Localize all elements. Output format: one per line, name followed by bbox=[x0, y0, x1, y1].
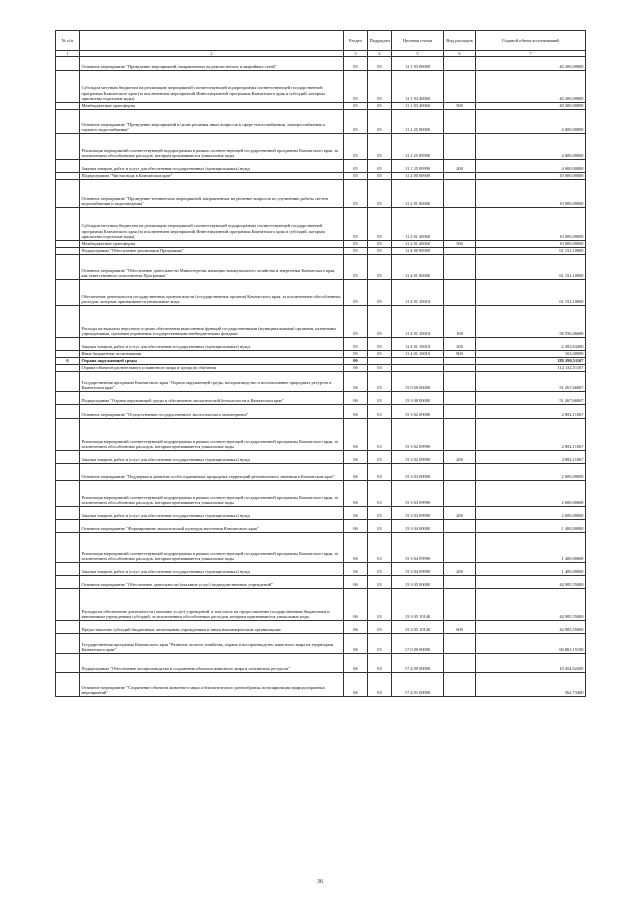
table-row bbox=[56, 563, 586, 576]
row-podrazdel: 03 bbox=[368, 365, 392, 372]
row-csr: 15 3 05 10140 bbox=[392, 589, 444, 621]
table-row bbox=[56, 351, 586, 358]
row-csr: 15 3 05 10140 bbox=[392, 621, 444, 634]
row-csr: 15 0 00 00000 bbox=[392, 372, 444, 392]
row-csr: 11 4 01 00000 bbox=[392, 255, 444, 280]
table-row bbox=[56, 451, 586, 464]
row-razdel: 06 bbox=[344, 392, 368, 405]
row-csr: 11 4 01 10010 bbox=[392, 280, 444, 306]
row-number bbox=[56, 338, 80, 351]
row-name: Подпрограмма "Чистая вода в Камчатском крае" bbox=[80, 173, 344, 180]
page-number: 36 bbox=[317, 879, 323, 885]
row-podrazdel: 03 bbox=[368, 563, 392, 576]
row-podrazdel: 03 bbox=[368, 654, 392, 673]
table-row bbox=[56, 419, 586, 451]
row-podrazdel: 05 bbox=[368, 71, 392, 103]
table-row bbox=[56, 71, 586, 103]
row-csr: 11 4 01 10010 bbox=[392, 306, 444, 338]
row-amount: 562,73400 bbox=[476, 673, 586, 697]
row-name: Государственная программа Камчатского края "Охрана окружающей среды, воспроизводство и использование природных ресурсов в Камчатском крае" bbox=[80, 372, 344, 392]
table-row bbox=[56, 110, 586, 134]
row-number bbox=[56, 589, 80, 621]
row-razdel: 05 bbox=[344, 248, 368, 255]
row-amount: 40 300,00000 bbox=[476, 103, 586, 110]
row-amount: 10 000,00000 bbox=[476, 173, 586, 180]
row-number bbox=[56, 103, 80, 110]
row-name: Закупка товаров, работ и услуг для обеспечения государственных (муниципальных) нужд bbox=[80, 507, 344, 520]
row-amount: 44 985,55000 bbox=[476, 621, 586, 634]
row-number bbox=[56, 654, 80, 673]
table-row bbox=[56, 57, 586, 71]
row-vr bbox=[444, 180, 476, 208]
row-podrazdel bbox=[368, 358, 392, 365]
row-csr: 11 4 01 10010 bbox=[392, 338, 444, 351]
row-name: Закупка товаров, работ и услуг для обеспечения государственных (муниципальных) нужд bbox=[80, 160, 344, 173]
row-razdel: 05 bbox=[344, 208, 368, 241]
row-number bbox=[56, 392, 80, 405]
table-row bbox=[56, 621, 586, 634]
row-csr: 11 1 25 09990 bbox=[392, 134, 444, 160]
row-name: Межбюджетные трансферты bbox=[80, 241, 344, 248]
row-podrazdel: 05 bbox=[368, 208, 392, 241]
row-podrazdel: 05 bbox=[368, 103, 392, 110]
header-name bbox=[80, 31, 344, 51]
row-razdel: 05 bbox=[344, 71, 368, 103]
row-amount: 44 985,55000 bbox=[476, 589, 586, 621]
row-amount: 2 000,00000 bbox=[476, 481, 586, 507]
header-amount: Годовой объем ассигнований bbox=[476, 31, 586, 51]
row-podrazdel: 03 bbox=[368, 621, 392, 634]
row-podrazdel: 03 bbox=[368, 419, 392, 451]
row-name: Расходы на выплаты персоналу в целях обеспечения выполнения функций государственными (муниципальными) органами, казенными учреждениями, органами управления государственными внебюджетными фондами bbox=[80, 306, 344, 338]
row-vr bbox=[444, 208, 476, 241]
row-podrazdel: 05 bbox=[368, 241, 392, 248]
table-row bbox=[56, 634, 586, 654]
row-razdel: 06 bbox=[344, 507, 368, 520]
row-name: Иные бюджетные ассигнования bbox=[80, 351, 344, 358]
row-razdel: 05 bbox=[344, 180, 368, 208]
column-number: 7 bbox=[476, 51, 586, 57]
table-row bbox=[56, 160, 586, 173]
row-vr bbox=[444, 481, 476, 507]
row-razdel: 06 bbox=[344, 481, 368, 507]
row-amount: 61 152,10000 bbox=[476, 248, 586, 255]
row-razdel: 06 bbox=[344, 654, 368, 673]
row-number: 6 bbox=[56, 358, 80, 365]
row-name: Предоставление субсидий бюджетным, автономным учреждениям и иным некоммерческим организациям bbox=[80, 621, 344, 634]
row-razdel: 06 bbox=[344, 419, 368, 451]
header-num: № п/п bbox=[56, 31, 80, 51]
row-podrazdel: 03 bbox=[368, 372, 392, 392]
row-amount: 112 132,51167 bbox=[476, 365, 586, 372]
row-vr: 200 bbox=[444, 563, 476, 576]
row-razdel: 05 bbox=[344, 173, 368, 180]
table-row bbox=[56, 464, 586, 481]
row-amount: 1 400,00000 bbox=[476, 520, 586, 533]
table-row bbox=[56, 520, 586, 533]
row-vr bbox=[444, 365, 476, 372]
table-row bbox=[56, 255, 586, 280]
header-razdel: Раздел bbox=[344, 31, 368, 51]
row-vr: 800 bbox=[444, 351, 476, 358]
row-name: Основное мероприятие "Формирование экологической культуры населения Камчатского края" bbox=[80, 520, 344, 533]
row-csr: 11 1 25 00000 bbox=[392, 110, 444, 134]
row-number bbox=[56, 134, 80, 160]
row-vr: 600 bbox=[444, 621, 476, 634]
row-number bbox=[56, 160, 80, 173]
row-podrazdel: 05 bbox=[368, 57, 392, 71]
row-vr bbox=[444, 392, 476, 405]
row-amount: 2 000,00000 bbox=[476, 464, 586, 481]
row-vr bbox=[444, 57, 476, 71]
row-amount: 51 267,66067 bbox=[476, 372, 586, 392]
row-name: Государственная программа Камчатского края "Развитие лесного хозяйства, охрана и воспроизводство животного мира на территории Камчатского края" bbox=[80, 634, 344, 654]
row-vr: 200 bbox=[444, 160, 476, 173]
row-csr: 11 4 01 10010 bbox=[392, 351, 444, 358]
row-podrazdel: 03 bbox=[368, 507, 392, 520]
row-number bbox=[56, 634, 80, 654]
row-amount: 2 882,11067 bbox=[476, 405, 586, 419]
row-vr bbox=[444, 280, 476, 306]
row-name: Основное мероприятие "Осуществление государственного экологического мониторинга" bbox=[80, 405, 344, 419]
row-razdel: 06 bbox=[344, 634, 368, 654]
row-razdel: 06 bbox=[344, 576, 368, 589]
row-razdel: 06 bbox=[344, 589, 368, 621]
row-vr bbox=[444, 419, 476, 451]
row-name: Реализация мероприятий соответствующей подпрограммы в рамках соответствующей государственной программы Камчатского края, за исключением обособленных расходов, которым присваиваются уникальные коды bbox=[80, 134, 344, 160]
row-name: Закупка товаров, работ и услуг для обеспечения государственных (муниципальных) нужд bbox=[80, 338, 344, 351]
row-name: Основное мероприятие "Сохранение объектов животного мира и биологического разнообразия, популяризация природоохранных мероприятий" bbox=[80, 673, 344, 697]
table-row bbox=[56, 673, 586, 697]
header-podrazdel: Подраздел bbox=[368, 31, 392, 51]
row-csr: 15 3 04 09990 bbox=[392, 533, 444, 563]
row-name: Расходы на обеспечение деятельности (оказание услуг) учреждений, в том числе на предоставление государственным бюджетным и автономным учреждениям субсидий, за исключением обособленных расходов, которым присваиваются уникальные коды bbox=[80, 589, 344, 621]
row-razdel: 05 bbox=[344, 338, 368, 351]
row-razdel: 05 bbox=[344, 110, 368, 134]
row-vr: 200 bbox=[444, 507, 476, 520]
row-amount: 10 454,02200 bbox=[476, 654, 586, 673]
row-csr: 17 0 00 00000 bbox=[392, 634, 444, 654]
row-csr bbox=[392, 365, 444, 372]
row-vr bbox=[444, 634, 476, 654]
row-podrazdel: 05 bbox=[368, 255, 392, 280]
row-podrazdel: 05 bbox=[368, 351, 392, 358]
row-amount: 61 152,10000 bbox=[476, 280, 586, 306]
row-name: Реализация мероприятий соответствующей подпрограммы в рамках соответствующей государственной программы Камчатского края, за исключением обособленных расходов, которым присваиваются уникальные коды bbox=[80, 533, 344, 563]
row-vr bbox=[444, 589, 476, 621]
row-amount: 285 290,51167 bbox=[476, 358, 586, 365]
table-row bbox=[56, 533, 586, 563]
row-number bbox=[56, 255, 80, 280]
row-name: Обеспечение деятельности государственных органов власти (государственных органов) Камчатского края, за исключением обособленных расходов, которым присваиваются уникальные коды bbox=[80, 280, 344, 306]
row-razdel: 06 bbox=[344, 358, 368, 365]
row-vr: 200 bbox=[444, 338, 476, 351]
row-vr bbox=[444, 358, 476, 365]
table-row bbox=[56, 392, 586, 405]
row-amount: 1 400,00000 bbox=[476, 563, 586, 576]
row-csr: 11 2 01 40060 bbox=[392, 241, 444, 248]
table-row bbox=[56, 103, 586, 110]
table-row bbox=[56, 280, 586, 306]
row-name: Закупка товаров, работ и услуг для обеспечения государственных (муниципальных) нужд bbox=[80, 563, 344, 576]
table-row bbox=[56, 306, 586, 338]
row-amount: 1 400,00000 bbox=[476, 533, 586, 563]
row-csr: 11 1 25 09990 bbox=[392, 160, 444, 173]
row-razdel: 06 bbox=[344, 621, 368, 634]
row-razdel: 06 bbox=[344, 673, 368, 697]
row-csr: 15 3 03 00000 bbox=[392, 464, 444, 481]
row-name: Основное мероприятие "Поддержка и развитие особо охраняемых природных территорий регионального значения в Камчатском крае" bbox=[80, 464, 344, 481]
table-row bbox=[56, 173, 586, 180]
row-number bbox=[56, 464, 80, 481]
row-razdel: 05 bbox=[344, 160, 368, 173]
table-row bbox=[56, 248, 586, 255]
column-number: 3 bbox=[344, 51, 368, 57]
row-amount: 2 000,00000 bbox=[476, 507, 586, 520]
document-page bbox=[55, 30, 585, 697]
row-amount: 102,00000 bbox=[476, 351, 586, 358]
row-csr: 15 3 02 09990 bbox=[392, 451, 444, 464]
row-amount: 61 152,10000 bbox=[476, 255, 586, 280]
row-vr bbox=[444, 464, 476, 481]
row-vr: 500 bbox=[444, 103, 476, 110]
row-vr bbox=[444, 576, 476, 589]
row-razdel: 06 bbox=[344, 533, 368, 563]
row-podrazdel: 03 bbox=[368, 451, 392, 464]
row-podrazdel: 05 bbox=[368, 180, 392, 208]
row-csr: 11 2 01 40060 bbox=[392, 208, 444, 241]
row-csr: 11 2 01 00000 bbox=[392, 180, 444, 208]
table-row bbox=[56, 507, 586, 520]
row-razdel: 05 bbox=[344, 134, 368, 160]
column-number: 5 bbox=[392, 51, 444, 57]
row-number bbox=[56, 71, 80, 103]
row-name: Основное мероприятие "Обеспечение деятельности Министерства жилищно-коммунального хозяйства и энергетики Камчатского края, как ответственного исполнителя Программы" bbox=[80, 255, 344, 280]
row-amount: 4 000,00000 bbox=[476, 160, 586, 173]
row-name: Основное мероприятие "Обеспечение деятельности (оказание услуг) подведомственных учреждений" bbox=[80, 576, 344, 589]
row-vr bbox=[444, 520, 476, 533]
row-number bbox=[56, 451, 80, 464]
row-number bbox=[56, 57, 80, 71]
row-razdel: 05 bbox=[344, 306, 368, 338]
table-header bbox=[56, 31, 586, 51]
row-vr bbox=[444, 173, 476, 180]
row-number bbox=[56, 351, 80, 358]
row-vr bbox=[444, 110, 476, 134]
table-row bbox=[56, 208, 586, 241]
row-amount: 4 000,00000 bbox=[476, 110, 586, 134]
row-amount: 40 300,00000 bbox=[476, 71, 586, 103]
row-number bbox=[56, 110, 80, 134]
row-number bbox=[56, 419, 80, 451]
row-podrazdel: 05 bbox=[368, 134, 392, 160]
column-number: 4 bbox=[368, 51, 392, 57]
row-number bbox=[56, 372, 80, 392]
row-razdel: 05 bbox=[344, 255, 368, 280]
row-number bbox=[56, 208, 80, 241]
row-amount: 58 556,46600 bbox=[476, 306, 586, 338]
row-podrazdel: 03 bbox=[368, 673, 392, 697]
row-name: Подпрограмма "Обеспечение реализации Программы" bbox=[80, 248, 344, 255]
budget-table bbox=[55, 30, 586, 697]
row-razdel: 05 bbox=[344, 241, 368, 248]
row-number bbox=[56, 673, 80, 697]
row-csr: 11 1 03 00000 bbox=[392, 57, 444, 71]
row-vr bbox=[444, 71, 476, 103]
row-podrazdel: 05 bbox=[368, 160, 392, 173]
row-podrazdel: 03 bbox=[368, 533, 392, 563]
row-number bbox=[56, 173, 80, 180]
row-podrazdel: 03 bbox=[368, 589, 392, 621]
table-row bbox=[56, 576, 586, 589]
row-number bbox=[56, 621, 80, 634]
row-podrazdel: 05 bbox=[368, 248, 392, 255]
row-podrazdel: 03 bbox=[368, 464, 392, 481]
row-amount: 4 000,00000 bbox=[476, 134, 586, 160]
row-podrazdel: 05 bbox=[368, 338, 392, 351]
row-name: Основное мероприятие "Проведение мероприятий, направленных на ремонт ветхих и аварийных сетей" bbox=[80, 57, 344, 71]
row-name: Охрана окружающей среды bbox=[80, 358, 344, 365]
row-amount: 10 000,00000 bbox=[476, 208, 586, 241]
row-number bbox=[56, 576, 80, 589]
row-vr bbox=[444, 654, 476, 673]
row-csr: 11 4 00 00000 bbox=[392, 248, 444, 255]
row-name: Охрана объектов растительного и животного мира и среды их обитания bbox=[80, 365, 344, 372]
row-vr bbox=[444, 405, 476, 419]
row-vr bbox=[444, 248, 476, 255]
table-row bbox=[56, 372, 586, 392]
row-podrazdel: 03 bbox=[368, 405, 392, 419]
row-vr bbox=[444, 134, 476, 160]
row-podrazdel: 03 bbox=[368, 634, 392, 654]
row-name: Подпрограмма "Обеспечение воспроизводства и сохранения объектов животного мира и охотничьих ресурсов" bbox=[80, 654, 344, 673]
header-vr: Вид расходов bbox=[444, 31, 476, 51]
row-razdel: 06 bbox=[344, 405, 368, 419]
row-number bbox=[56, 533, 80, 563]
row-razdel: 05 bbox=[344, 351, 368, 358]
row-csr: 17 4 00 00000 bbox=[392, 654, 444, 673]
row-number bbox=[56, 248, 80, 255]
row-csr: 15 3 04 09990 bbox=[392, 563, 444, 576]
row-csr: 15 3 02 00000 bbox=[392, 405, 444, 419]
table-row bbox=[56, 338, 586, 351]
row-amount: 10 000,00000 bbox=[476, 180, 586, 208]
row-podrazdel: 05 bbox=[368, 110, 392, 134]
row-amount: 2 882,11067 bbox=[476, 451, 586, 464]
row-vr: 200 bbox=[444, 451, 476, 464]
table-row bbox=[56, 365, 586, 372]
row-vr: 500 bbox=[444, 241, 476, 248]
row-number bbox=[56, 520, 80, 533]
row-amount: 40 300,00000 bbox=[476, 57, 586, 71]
row-podrazdel: 03 bbox=[368, 392, 392, 405]
row-csr: 15 3 00 00000 bbox=[392, 392, 444, 405]
row-podrazdel: 05 bbox=[368, 306, 392, 338]
row-csr: 15 3 04 00000 bbox=[392, 520, 444, 533]
column-number: 1 bbox=[56, 51, 80, 57]
row-name: Основное мероприятие "Проведение мероприятий в целях решения иных вопросов в сфере теплоснабжения, электроснабжения и горячего водоснабжения" bbox=[80, 110, 344, 134]
row-amount: 51 267,66067 bbox=[476, 392, 586, 405]
header-csr: Целевая статья bbox=[392, 31, 444, 51]
table-row bbox=[56, 654, 586, 673]
row-vr bbox=[444, 255, 476, 280]
column-number: 2 bbox=[80, 51, 344, 57]
row-podrazdel: 05 bbox=[368, 173, 392, 180]
row-razdel: 06 bbox=[344, 365, 368, 372]
row-name: Подпрограмма "Охрана окружающей среды и обеспечение экологической безопасности в Камчатском крае" bbox=[80, 392, 344, 405]
row-amount: 10 000,00000 bbox=[476, 241, 586, 248]
row-vr: 100 bbox=[444, 306, 476, 338]
table-row bbox=[56, 241, 586, 248]
row-name: Закупка товаров, работ и услуг для обеспечения государственных (муниципальных) нужд bbox=[80, 451, 344, 464]
row-amount: 2 493,63400 bbox=[476, 338, 586, 351]
row-number bbox=[56, 241, 80, 248]
row-razdel: 06 bbox=[344, 372, 368, 392]
row-csr: 15 3 05 00000 bbox=[392, 576, 444, 589]
row-number bbox=[56, 306, 80, 338]
table-row bbox=[56, 589, 586, 621]
row-number bbox=[56, 280, 80, 306]
row-name: Основное мероприятие "Проведение технических мероприятий, направленных на решение вопросов по улучшению работы систем водоснабжения и водоотведения" bbox=[80, 180, 344, 208]
row-name: Субсидии местным бюджетам на реализацию мероприятий соответствующей подпрограммы соответствующей государственной программы Камчатского края (за исключением мероприятий Инвестиционной программы Камчатского края и субсидий, которым присвоены отдельные коды) bbox=[80, 208, 344, 241]
table-row bbox=[56, 134, 586, 160]
column-number: 6 bbox=[444, 51, 476, 57]
row-vr bbox=[444, 533, 476, 563]
row-name: Реализация мероприятий соответствующей подпрограммы в рамках соответствующей государственной программы Камчатского края, за исключением обособленных расходов, которым присваиваются уникальные коды bbox=[80, 419, 344, 451]
row-csr: 11 1 03 40060 bbox=[392, 71, 444, 103]
row-razdel: 06 bbox=[344, 451, 368, 464]
row-razdel: 06 bbox=[344, 464, 368, 481]
row-number bbox=[56, 481, 80, 507]
row-amount: 2 882,11067 bbox=[476, 419, 586, 451]
row-csr bbox=[392, 358, 444, 365]
row-name: Субсидии местным бюджетам на реализацию мероприятий соответствующей подпрограммы соответствующей государственной программы Камчатского края (за исключением мероприятий Инвестиционной программы Камчатского края и субсидий, которым присвоены отдельные коды) bbox=[80, 71, 344, 103]
row-csr: 17 4 01 00000 bbox=[392, 673, 444, 697]
row-number bbox=[56, 365, 80, 372]
row-csr: 11 1 03 40060 bbox=[392, 103, 444, 110]
row-razdel: 06 bbox=[344, 520, 368, 533]
row-name: Реализация мероприятий соответствующей подпрограммы в рамках соответствующей государственной программы Камчатского края, за исключением обособленных расходов, которым присваиваются уникальные коды bbox=[80, 481, 344, 507]
row-podrazdel: 03 bbox=[368, 576, 392, 589]
row-razdel: 06 bbox=[344, 563, 368, 576]
row-name: Межбюджетные трансферты bbox=[80, 103, 344, 110]
row-number bbox=[56, 507, 80, 520]
row-podrazdel: 03 bbox=[368, 520, 392, 533]
table-row bbox=[56, 180, 586, 208]
row-razdel: 05 bbox=[344, 280, 368, 306]
row-number bbox=[56, 563, 80, 576]
row-csr: 15 3 03 09990 bbox=[392, 481, 444, 507]
row-podrazdel: 05 bbox=[368, 280, 392, 306]
row-vr bbox=[444, 673, 476, 697]
row-amount: 44 985,55000 bbox=[476, 576, 586, 589]
row-number bbox=[56, 180, 80, 208]
table-row bbox=[56, 358, 586, 365]
row-csr: 15 3 02 09990 bbox=[392, 419, 444, 451]
row-csr: 15 3 03 09990 bbox=[392, 507, 444, 520]
row-podrazdel: 03 bbox=[368, 481, 392, 507]
row-razdel: 05 bbox=[344, 103, 368, 110]
table-row bbox=[56, 481, 586, 507]
row-vr bbox=[444, 372, 476, 392]
row-razdel: 05 bbox=[344, 57, 368, 71]
table-row bbox=[56, 405, 586, 419]
row-amount: 60 865,15100 bbox=[476, 634, 586, 654]
table-body bbox=[56, 57, 586, 697]
row-number bbox=[56, 405, 80, 419]
row-csr: 11 2 00 00000 bbox=[392, 173, 444, 180]
